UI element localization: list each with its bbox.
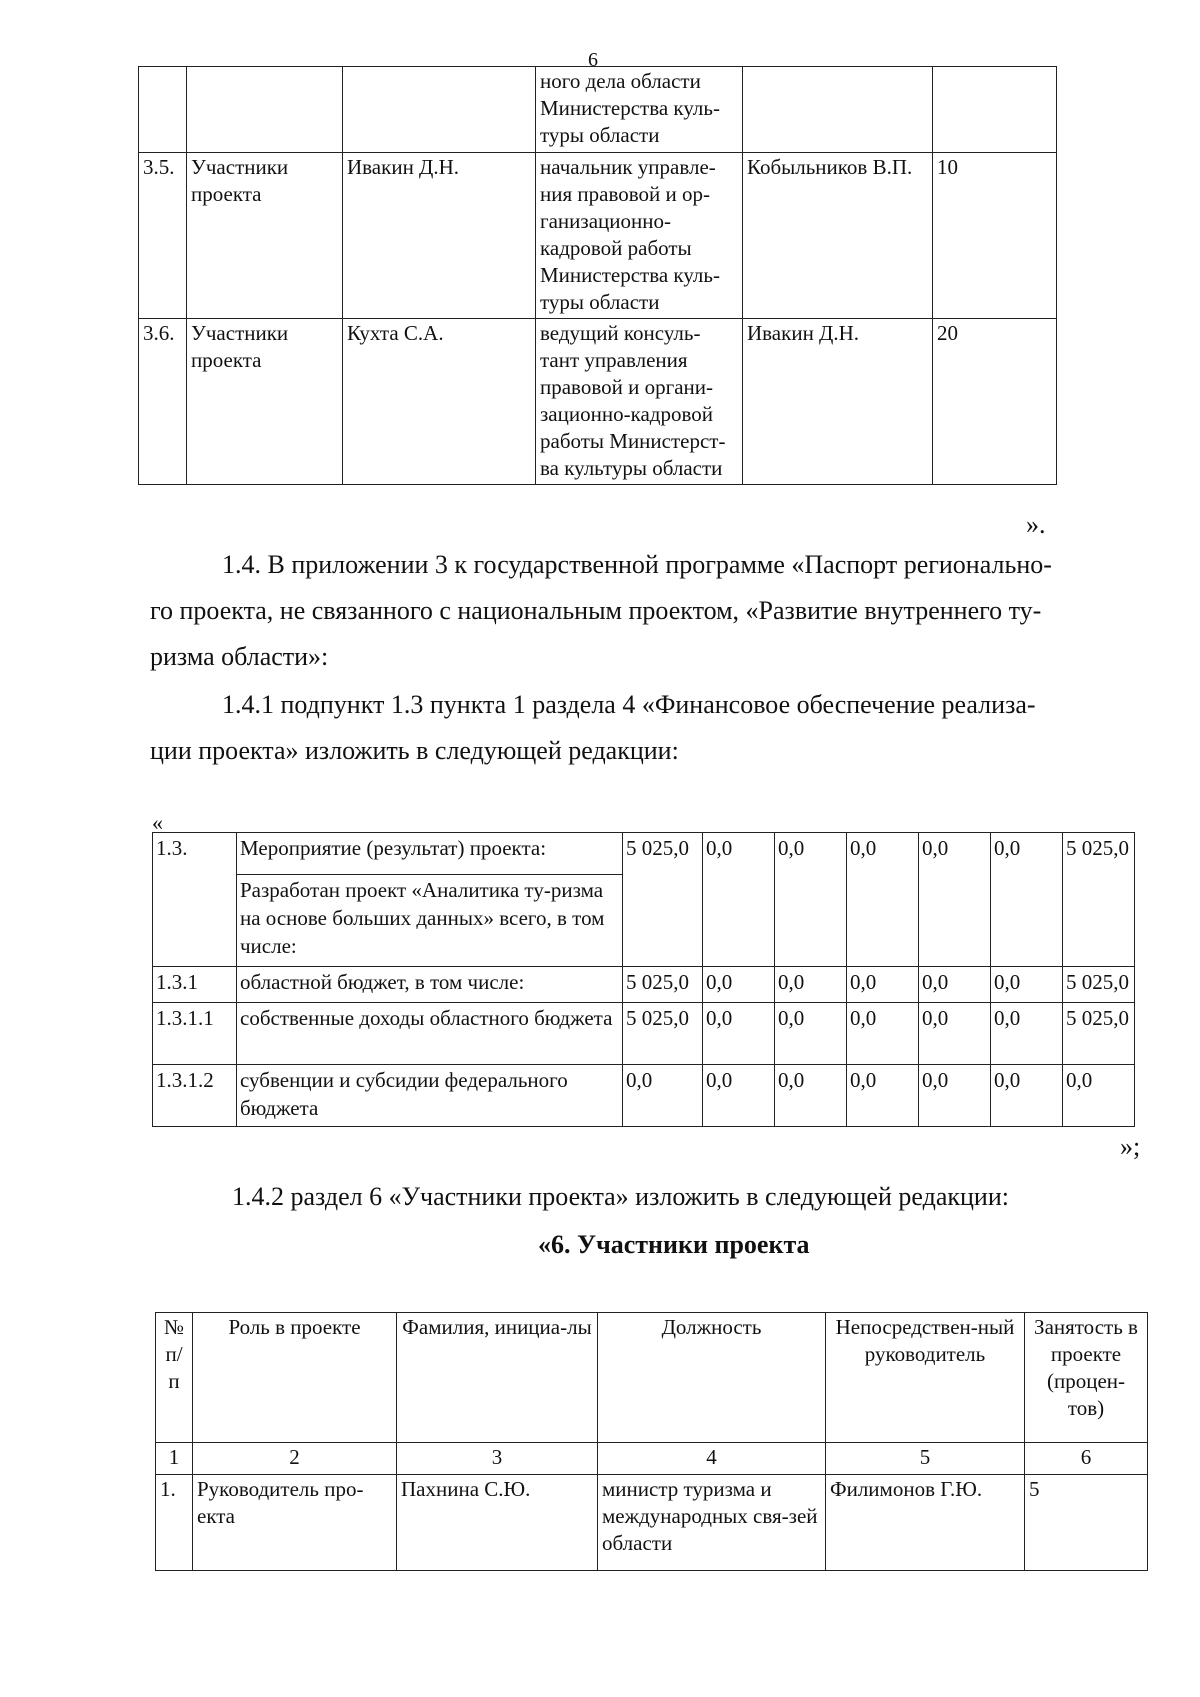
cell-value: 0,0 (775, 833, 847, 967)
table1-closing-quote: ». (1026, 510, 1046, 539)
table-row (156, 1475, 1148, 1571)
cell-value: 5 025,0 (623, 833, 703, 967)
cell-employment: 10 (933, 153, 1057, 319)
cell-value: 0,0 (919, 833, 991, 967)
column-number: 4 (598, 1443, 826, 1475)
cell-value: 0,0 (847, 1003, 919, 1065)
cell-employment: 20 (933, 319, 1057, 485)
cell-name (343, 67, 536, 153)
paragraph-line: ризма области»: (150, 642, 329, 671)
cell-value: 5 025,0 (1063, 967, 1135, 1003)
cell-value: 0,0 (991, 833, 1063, 967)
cell-description: Разработан проект «Аналитика ту-ризма на основе больших данных» всего, в том числе: (237, 875, 623, 967)
cell-position: ведущий консуль-тант управления правовой и органи-зационно-кадровой работы Министерст-ва культуры области (536, 319, 743, 485)
cell-value: 0,0 (775, 1003, 847, 1065)
page-number: 6 (588, 49, 598, 71)
table-row (153, 1003, 1135, 1065)
cell-num: 3.6. (139, 319, 187, 485)
cell-num (139, 67, 187, 153)
cell-supervisor: Филимонов Г.Ю. (826, 1475, 1025, 1571)
column-number: 1 (156, 1443, 193, 1475)
column-number: 5 (826, 1443, 1025, 1475)
column-number: 3 (397, 1443, 598, 1475)
cell-position: ного дела области Министерства куль-туры области (536, 67, 743, 153)
table-row (139, 153, 1057, 319)
paragraph-line: го проекта, не связанного с национальным проектом, «Развитие внутреннего ту- (150, 596, 1042, 625)
cell-value: 0,0 (991, 1065, 1063, 1127)
cell-name: Кухта С.А. (343, 319, 536, 485)
cell-num: 1. (156, 1475, 193, 1571)
cell-label: субвенции и субсидии федерального бюджета (237, 1065, 623, 1127)
cell-value: 0,0 (919, 1003, 991, 1065)
cell-position: министр туризма и международных свя-зей области (598, 1475, 826, 1571)
cell-value: 0,0 (623, 1065, 703, 1127)
cell-role: Участники проекта (187, 319, 343, 485)
table-row (153, 1065, 1135, 1127)
cell-label: областной бюджет, в том числе: (237, 967, 623, 1003)
cell-value: 0,0 (919, 1065, 991, 1127)
table-row (153, 967, 1135, 1003)
table2-opening-quote: « (152, 810, 163, 835)
cell-supervisor (743, 67, 933, 153)
column-number: 2 (193, 1443, 397, 1475)
cell-label: собственные доходы областного бюджета (237, 1003, 623, 1065)
header-supervisor: Непосредствен-ный руководитель (826, 1313, 1025, 1443)
column-number: 6 (1025, 1443, 1148, 1475)
cell-name: Пахнина С.Ю. (397, 1475, 598, 1571)
cell-value: 0,0 (1063, 1065, 1135, 1127)
cell-value: 0,0 (703, 1003, 775, 1065)
table-row (139, 67, 1057, 153)
paragraph-line: 1.4.1 подпункт 1.3 пункта 1 раздела 4 «Финансовое обеспечение реализа- (222, 690, 1036, 719)
table2-closing-quote: »; (1120, 1132, 1141, 1161)
cell-value: 0,0 (991, 1003, 1063, 1065)
participants-table (155, 1312, 1148, 1571)
cell-name: Ивакин Д.Н. (343, 153, 536, 319)
paragraph-line: 1.4. В приложении 3 к государственной программе «Паспорт регионально- (222, 550, 1052, 579)
header-name: Фамилия, инициа-лы (397, 1313, 598, 1443)
cell-supervisor: Ивакин Д.Н. (743, 319, 933, 485)
table-row (139, 319, 1057, 485)
cell-value: 0,0 (847, 967, 919, 1003)
cell-num: 1.3.1.2 (153, 1065, 237, 1127)
cell-num: 1.3.1 (153, 967, 237, 1003)
participants-table-continued (138, 66, 1057, 485)
table-row (153, 833, 1135, 875)
header-role: Роль в проекте (193, 1313, 397, 1443)
cell-employment: 5 (1025, 1475, 1148, 1571)
cell-num: 1.3.1.1 (153, 1003, 237, 1065)
paragraph-line: 1.4.2 раздел 6 «Участники проекта» изложить в следующей редакции: (232, 1182, 1009, 1211)
cell-role: Участники проекта (187, 153, 343, 319)
cell-value: 0,0 (847, 833, 919, 967)
header-num: № п/п (156, 1313, 193, 1443)
header-employment: Занятость в проекте (процен-тов) (1025, 1313, 1148, 1443)
cell-value: 5 025,0 (1063, 833, 1135, 967)
cell-num: 1.3. (153, 833, 237, 967)
cell-supervisor: Кобыльников В.П. (743, 153, 933, 319)
cell-position: начальник управле-ния правовой и ор-ганизационно-кадровой работы Министерства куль-туры области (536, 153, 743, 319)
cell-value: 0,0 (775, 1065, 847, 1127)
cell-value: 5 025,0 (623, 1003, 703, 1065)
section-heading: «6. Участники проекта (538, 1230, 810, 1259)
cell-role: Руководитель про-екта (193, 1475, 397, 1571)
paragraph-line: ции проекта» изложить в следующей редакции: (150, 736, 679, 765)
cell-value: 0,0 (991, 967, 1063, 1003)
cell-value: 0,0 (703, 967, 775, 1003)
financing-table (152, 832, 1135, 1127)
cell-label: Мероприятие (результат) проекта: (237, 833, 623, 875)
cell-employment (933, 67, 1057, 153)
cell-value: 0,0 (919, 967, 991, 1003)
table-header-row (156, 1313, 1148, 1443)
cell-value: 5 025,0 (1063, 1003, 1135, 1065)
header-position: Должность (598, 1313, 826, 1443)
cell-role (187, 67, 343, 153)
cell-value: 0,0 (703, 1065, 775, 1127)
cell-value: 0,0 (847, 1065, 919, 1127)
column-number-row (156, 1443, 1148, 1475)
cell-value: 5 025,0 (623, 967, 703, 1003)
cell-num: 3.5. (139, 153, 187, 319)
cell-value: 0,0 (775, 967, 847, 1003)
cell-value: 0,0 (703, 833, 775, 967)
